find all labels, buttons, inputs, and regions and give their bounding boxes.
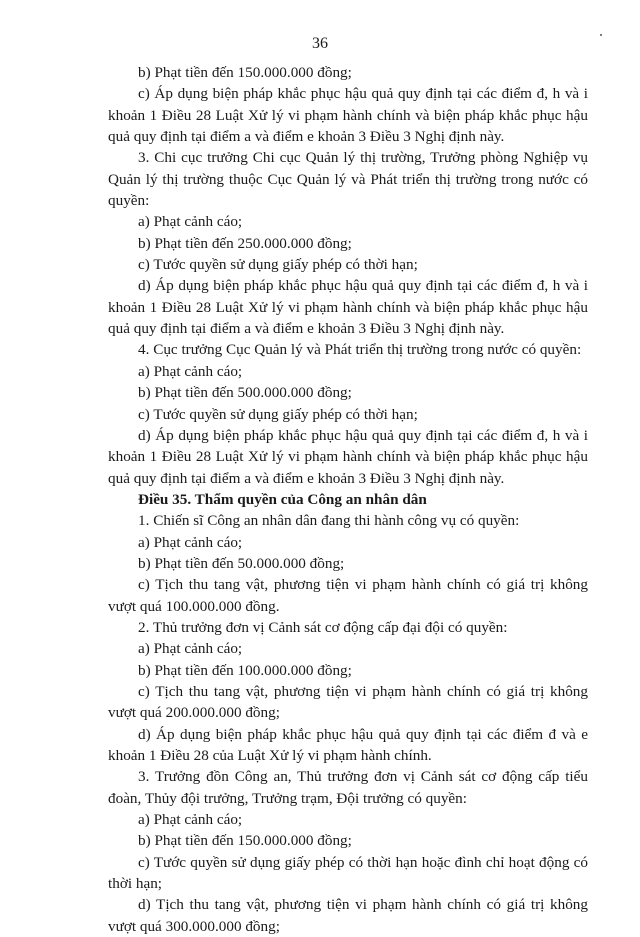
paragraph: 3. Trưởng đồn Công an, Thủ trưởng đơn vị Cảnh sát cơ động cấp tiểu đoàn, Thủy đội trưởng, Trưởng trạm, Đội trưởng có quyền: — [108, 768, 588, 807]
paragraph: b) Phạt tiền đến 250.000.000 đồng; — [138, 234, 352, 252]
paragraph: b) Phạt tiền đến 50.000.000 đồng; — [138, 554, 345, 572]
paragraph: 3. Chi cục trưởng Chi cục Quản lý thị trường, Trưởng phòng Nghiệp vụ Quản lý thị trường thuộc Cục Quản lý và Phát triển thị trường trong nước có quyền: — [108, 149, 588, 210]
paragraph: a) Phạt cảnh cáo; — [138, 362, 243, 380]
paragraph: d) Áp dụng biện pháp khắc phục hậu quả quy định tại các điểm đ, h và i khoản 1 Điều 28 Luật Xử lý vi phạm hành chính và biện pháp khắc phục hậu quả quy định tại điểm a và điểm e khoản 3 Điều 3 Nghị định này. — [108, 277, 588, 338]
paragraph: c) Tước quyền sử dụng giấy phép có thời hạn; — [138, 256, 418, 274]
paragraph: c) Áp dụng biện pháp khắc phục hậu quả quy định tại các điểm đ, h và i khoản 1 Điều 28 Luật Xử lý vi phạm hành chính và biện pháp khắc phục hậu quả quy định tại điểm a và điểm e khoản 3 Điều 3 Nghị định này. — [108, 85, 588, 146]
scan-speck — [600, 34, 602, 36]
paragraph: c) Tước quyền sử dụng giấy phép có thời hạn hoặc đình chỉ hoạt động có thời hạn; — [108, 853, 588, 893]
paragraph: 2. Thủ trưởng đơn vị Cảnh sát cơ động cấp đại đội có quyền: — [138, 618, 508, 636]
paragraph: d) Tịch thu tang vật, phương tiện vi phạm hành chính có giá trị không vượt quá 300.000.000 đồng; — [108, 896, 588, 935]
paragraph: c) Tịch thu tang vật, phương tiện vi phạm hành chính có giá trị không vượt quá 200.000.000 đồng; — [108, 682, 588, 722]
paragraph: a) Phạt cảnh cáo; — [138, 533, 243, 551]
paragraph: b) Phạt tiền đến 150.000.000 đồng; — [138, 832, 352, 850]
document-body — [108, 62, 588, 937]
paragraph: b) Phạt tiền đến 150.000.000 đồng; — [138, 64, 352, 81]
paragraph: 4. Cục trưởng Cục Quản lý và Phát triển thị trường trong nước có quyền: — [138, 341, 582, 359]
paragraph: a) Phạt cảnh cáo; — [138, 811, 243, 829]
paragraph: b) Phạt tiền đến 100.000.000 đồng; — [138, 661, 352, 679]
paragraph: d) Áp dụng biện pháp khắc phục hậu quả quy định tại các điểm đ, h và i khoản 1 Điều 28 Luật Xử lý vi phạm hành chính và biện pháp khắc phục hậu quả quy định tại điểm a và điểm e khoản 3 Điều 3 Nghị định này. — [108, 426, 588, 487]
paragraph: a) Phạt cảnh cáo; — [138, 640, 243, 658]
article-heading: Điều 35. Thẩm quyền của Công an nhân dân — [138, 490, 427, 508]
page-number: 36 — [312, 35, 328, 52]
paragraph: a) Phạt cảnh cáo; — [138, 213, 243, 231]
paragraph: c) Tước quyền sử dụng giấy phép có thời hạn; — [138, 405, 418, 423]
paragraph: d) Áp dụng biện pháp khắc phục hậu quả quy định tại các điểm đ và e khoản 1 Điều 28 của Luật Xử lý vi phạm hành chính. — [108, 725, 588, 764]
paragraph: 1. Chiến sĩ Công an nhân dân đang thi hành công vụ có quyền: — [138, 512, 520, 530]
paragraph: c) Tịch thu tang vật, phương tiện vi phạm hành chính có giá trị không vượt quá 100.000.000 đồng. — [108, 576, 588, 615]
paragraph: b) Phạt tiền đến 500.000.000 đồng; — [138, 384, 352, 402]
